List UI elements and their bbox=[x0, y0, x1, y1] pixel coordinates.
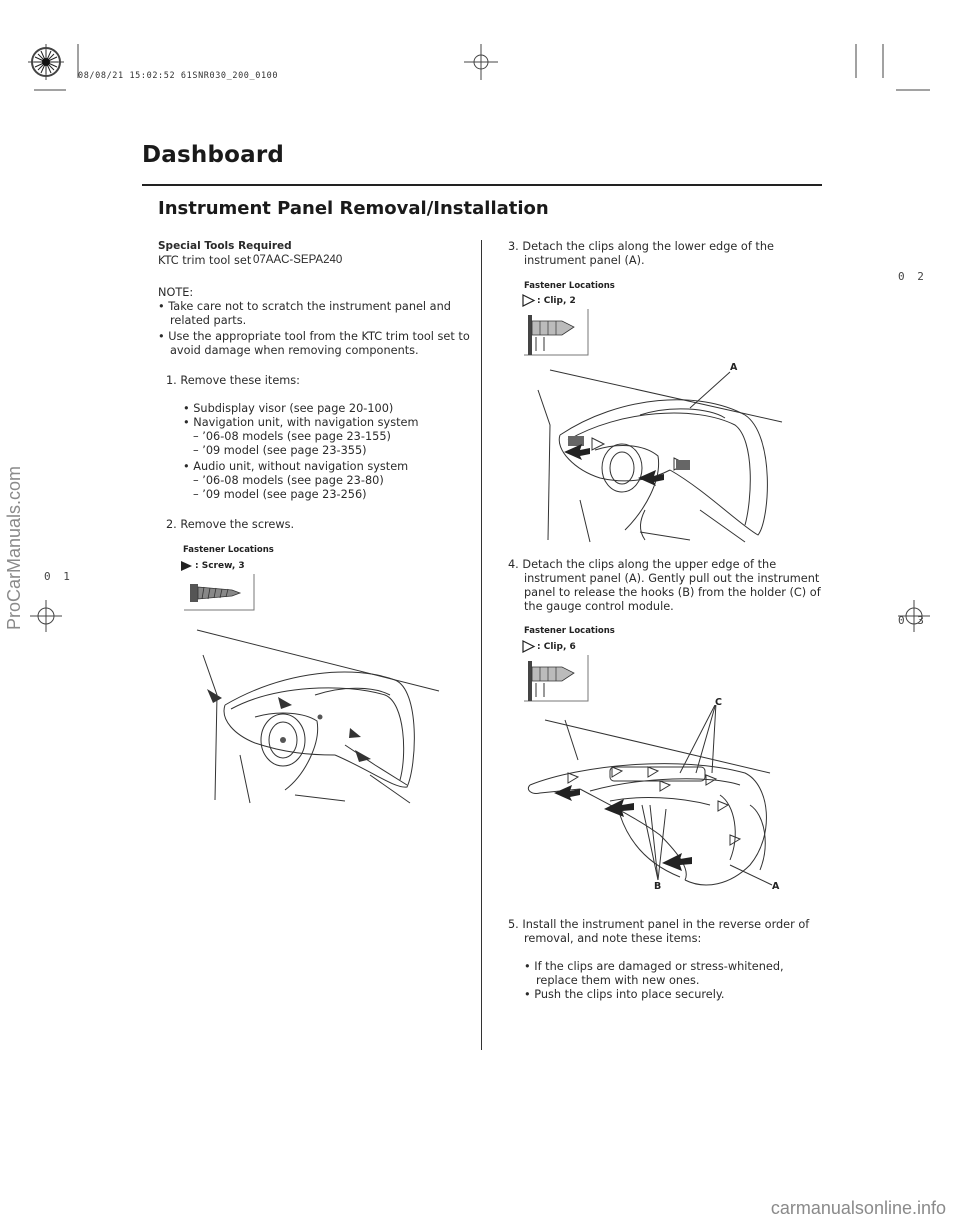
fig3-caption: Fastener Locations bbox=[524, 626, 615, 636]
tool-number: 07AAC-SEPA240 bbox=[253, 254, 343, 266]
fig2-caption: Fastener Locations bbox=[524, 281, 615, 291]
title-rule bbox=[142, 184, 822, 186]
fig3-label-c: C bbox=[715, 697, 722, 708]
clip-fastener-icon bbox=[522, 307, 592, 357]
step-1-item: • Subdisplay visor (see page 20-100) bbox=[183, 402, 394, 415]
step-1-item: • Navigation unit, with navigation system bbox=[183, 416, 419, 429]
note-2-cont: avoid damage when removing components. bbox=[170, 344, 419, 357]
step-5-cont: removal, and note these items: bbox=[524, 932, 702, 945]
fig2-legend: : Clip, 2 bbox=[537, 296, 576, 306]
step-4-cont: panel to release the hooks (B) from the holder (C) of bbox=[524, 586, 821, 599]
step-1-item: – ’06-08 models (see page 23-80) bbox=[193, 474, 384, 487]
screw-fastener-icon bbox=[182, 572, 258, 612]
note-1: • Take care not to scratch the instrument panel and bbox=[158, 300, 451, 313]
side-watermark: ProCarManuals.com bbox=[4, 465, 24, 630]
column-divider bbox=[481, 240, 482, 1050]
step-3: 3. Detach the clips along the lower edge of the bbox=[508, 240, 774, 253]
step-1-item: • Audio unit, without navigation system bbox=[183, 460, 409, 473]
instrument-panel-screw-diagram bbox=[195, 625, 445, 805]
step-5-item-cont: replace them with new ones. bbox=[536, 974, 700, 987]
outline-triangle-icon bbox=[522, 640, 538, 653]
step-1-item: – ’09 model (see page 23-355) bbox=[193, 444, 367, 457]
margin-mark-02: 0 2 bbox=[898, 270, 927, 283]
fig1-caption: Fastener Locations bbox=[183, 545, 274, 555]
step-4-cont: instrument panel (A). Gently pull out the instrument bbox=[524, 572, 820, 585]
step-5-item: • Push the clips into place securely. bbox=[524, 988, 725, 1001]
page-title: Dashboard bbox=[142, 142, 285, 168]
fig3-legend: : Clip, 6 bbox=[537, 642, 576, 652]
fig2-label-a: A bbox=[730, 362, 738, 373]
special-tools-heading: Special Tools Required bbox=[158, 240, 292, 252]
step-5: 5. Install the instrument panel in the reverse order of bbox=[508, 918, 810, 931]
instrument-panel-upper-clips-diagram bbox=[520, 705, 785, 900]
step-1: 1. Remove these items: bbox=[166, 374, 300, 387]
margin-mark-01: 0 1 bbox=[44, 570, 73, 583]
fig1-legend: : Screw, 3 bbox=[195, 561, 245, 571]
section-title: Instrument Panel Removal/Installation bbox=[158, 198, 549, 219]
instrument-panel-lower-clips-diagram bbox=[520, 360, 785, 545]
margin-mark-03: 0 3 bbox=[898, 614, 927, 627]
clip-fastener-icon bbox=[522, 653, 592, 703]
note-2: • Use the appropriate tool from the KTC trim tool set to bbox=[158, 330, 470, 343]
note-1-cont: related parts. bbox=[170, 314, 247, 327]
note-label: NOTE: bbox=[158, 286, 194, 299]
fig3-label-b: B bbox=[654, 881, 662, 892]
tool-text: KTC trim tool set bbox=[158, 254, 252, 267]
step-1-item: – ’09 model (see page 23-256) bbox=[193, 488, 367, 501]
step-2: 2. Remove the screws. bbox=[166, 518, 295, 531]
step-1-item: – ’06-08 models (see page 23-155) bbox=[193, 430, 391, 443]
step-3-cont: instrument panel (A). bbox=[524, 254, 645, 267]
print-timestamp: 08/08/21 15:02:52 61SNR030_200_0100 bbox=[78, 71, 279, 81]
fig3-label-a: A bbox=[772, 881, 780, 892]
filled-triangle-icon bbox=[180, 560, 196, 572]
footer-watermark: carmanualsonline.info bbox=[770, 1198, 946, 1218]
step-4-cont: the gauge control module. bbox=[524, 600, 674, 613]
outline-triangle-icon bbox=[522, 294, 538, 307]
step-4: 4. Detach the clips along the upper edge of the bbox=[508, 558, 777, 571]
step-5-item: • If the clips are damaged or stress-whitened, bbox=[524, 960, 784, 973]
